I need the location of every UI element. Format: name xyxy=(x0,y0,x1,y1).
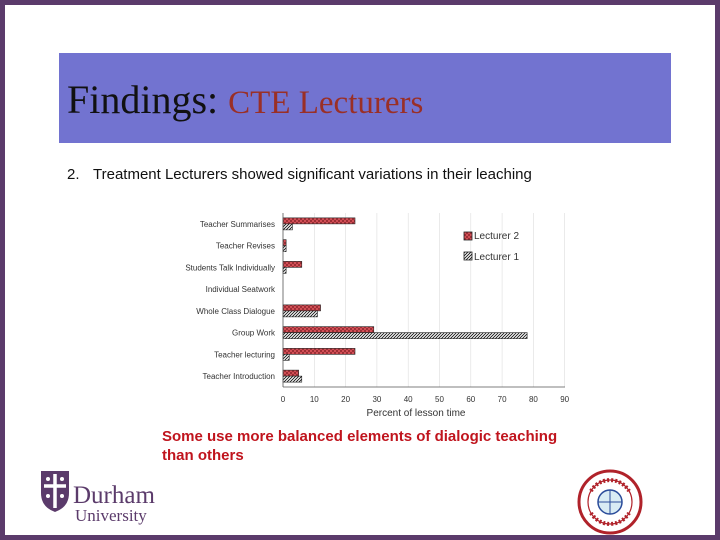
bar-lecturer-1 xyxy=(283,376,302,382)
x-tick-label: 0 xyxy=(280,395,286,404)
category-labels xyxy=(185,220,276,381)
title-separator: : xyxy=(207,77,219,122)
category-label: Group Work xyxy=(232,328,275,338)
category-label: Students Talk Individually xyxy=(185,263,275,273)
legend-label-lecturer-2: Lecturer 2 xyxy=(474,231,520,242)
x-tick-label: 50 xyxy=(435,395,444,404)
x-tick-labels xyxy=(281,395,570,404)
point-number: 2. xyxy=(67,166,80,183)
slide-title xyxy=(67,75,423,128)
bar-lecturer-1 xyxy=(283,354,289,360)
x-tick-label: 80 xyxy=(528,395,538,404)
bar-chart xyxy=(155,205,595,423)
category-label: Teacher Summarises xyxy=(199,219,275,229)
category-label: Whole Class Dialogue xyxy=(196,306,275,316)
x-tick-label: 30 xyxy=(372,395,382,404)
bar-lecturer-2 xyxy=(283,370,299,376)
category-label: Teacher lecturing xyxy=(214,350,275,360)
legend-label-lecturer-1: Lecturer 1 xyxy=(474,252,520,263)
bar-lecturer-2 xyxy=(283,261,302,267)
bar-lecturer-1 xyxy=(283,246,286,252)
title-banner xyxy=(59,53,671,143)
slide-caption: Some use more balanced elements of dialogic teaching than others xyxy=(162,428,558,464)
partner-university-seal-icon xyxy=(577,469,643,535)
x-tick-label: 60 xyxy=(466,395,476,404)
x-tick-label: 70 xyxy=(497,395,507,404)
bar-lecturer-2 xyxy=(283,348,355,354)
chart-legend xyxy=(464,231,519,263)
chart-bars xyxy=(283,218,527,382)
x-tick-label: 90 xyxy=(560,395,570,404)
legend-swatch-lecturer-1 xyxy=(464,252,472,260)
category-label: Teacher Revises xyxy=(215,241,275,251)
category-label: Teacher Introduction xyxy=(202,372,275,382)
x-tick-label: 20 xyxy=(341,395,351,404)
durham-crest-icon xyxy=(40,469,70,513)
chart-gridlines xyxy=(314,213,564,387)
bar-lecturer-1 xyxy=(283,333,527,339)
bar-lecturer-2 xyxy=(283,240,286,246)
x-tick-label: 40 xyxy=(403,395,413,404)
durham-wordmark: Durham xyxy=(73,482,155,509)
point-text: Treatment Lecturers showed significant variations in their leaching xyxy=(93,166,532,183)
bar-lecturer-1 xyxy=(283,267,286,273)
bar-lecturer-2 xyxy=(283,218,355,224)
bar-lecturer-1 xyxy=(283,311,317,317)
title-subtitle: CTE Lecturers xyxy=(228,85,424,121)
category-label: Individual Seatwork xyxy=(205,285,275,295)
bar-lecturer-2 xyxy=(283,327,374,333)
bar-lecturer-1 xyxy=(283,224,292,230)
x-tick-label: 10 xyxy=(309,395,319,404)
bar-lecturer-2 xyxy=(283,305,321,311)
title-main: Findings xyxy=(67,77,208,122)
durham-university-logo xyxy=(35,465,185,527)
legend-swatch-lecturer-2 xyxy=(464,232,472,240)
university-wordmark: University xyxy=(75,506,147,525)
x-axis-label: Percent of lesson time xyxy=(366,408,466,419)
bullet-point xyxy=(67,166,532,183)
